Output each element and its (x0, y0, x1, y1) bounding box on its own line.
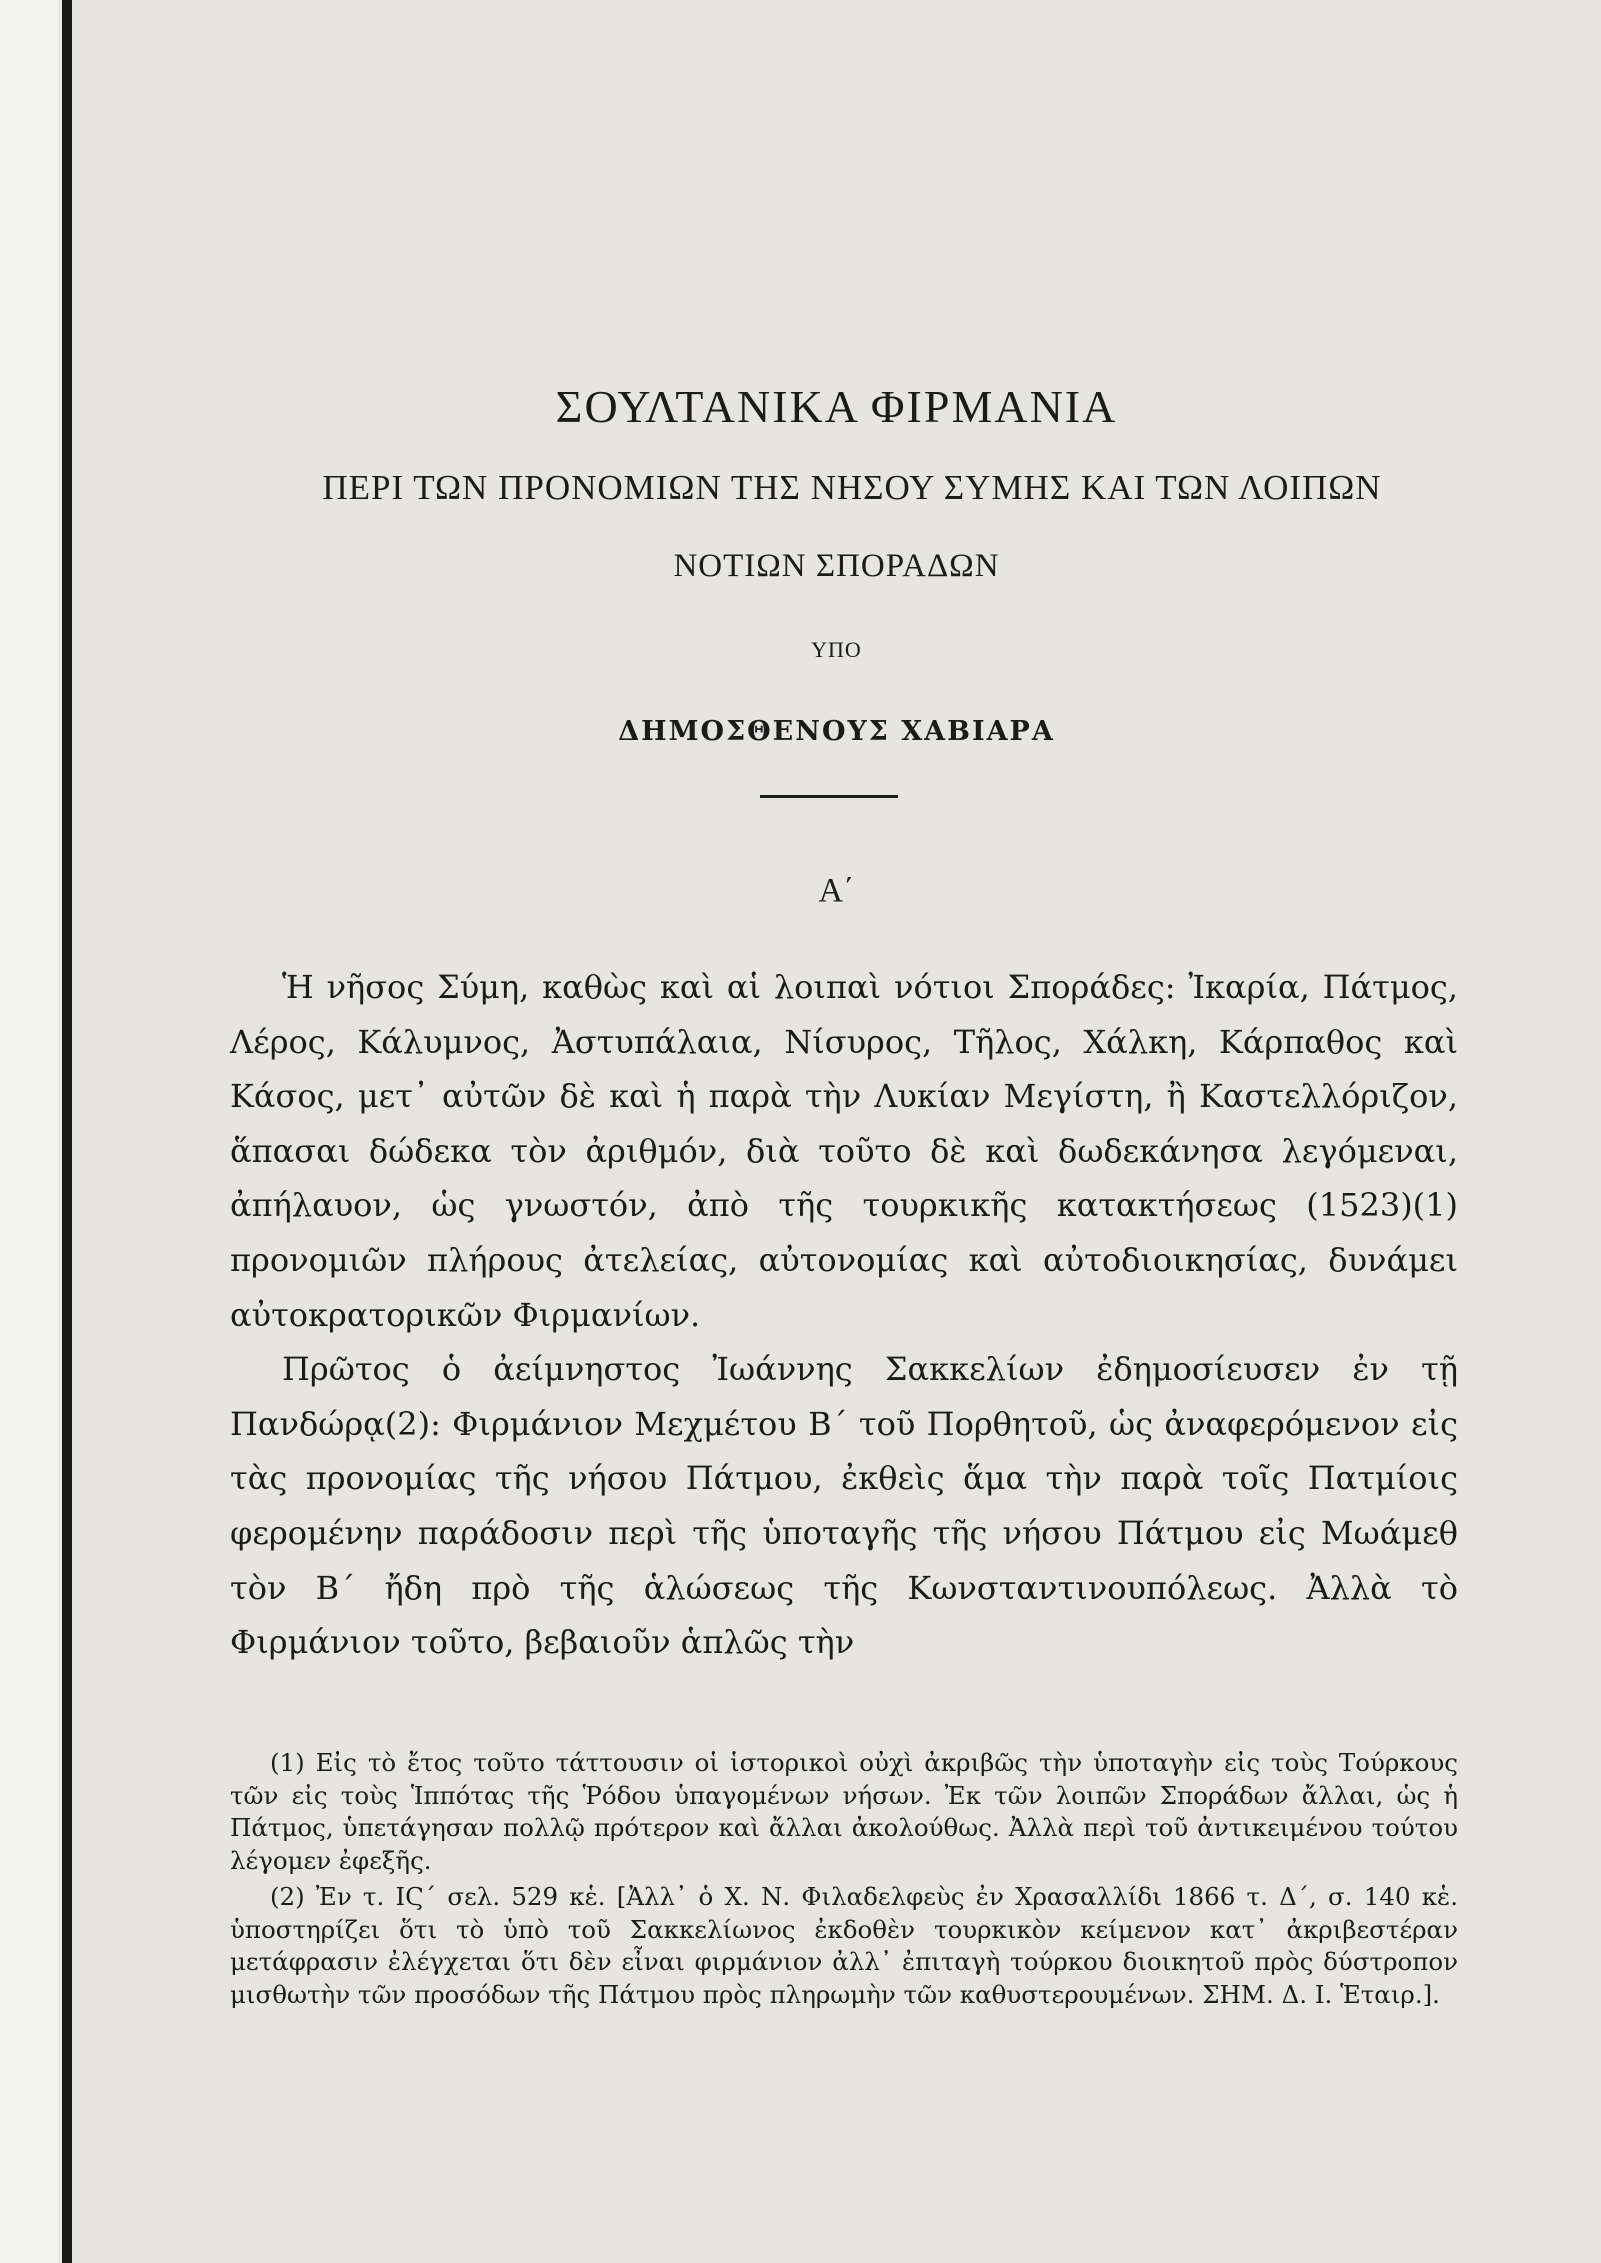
footnote: (2) Ἐν τ. ΙϚ΄ σελ. 529 κἑ. [Ἀλλ᾿ ὁ Χ. Ν. Φιλαδελφεὺς ἐν Χρασαλλίδι 1866 τ. Δ΄, σ. 140 κἑ. ὑποστηρίζει ὅτι τὸ ὑπὸ τοῦ Σακκελίωνος ἐκδοθὲν τουρκικὸν κείμενον κατ᾿ ἀκριβεστέραν μετάφρασιν ἐλέγχεται ὅτι δὲν εἶναι φιρμάνιον ἀλλ᾿ ἐπιταγὴ τούρκου διοικητοῦ πρὸς δύστροπον μισθωτὴν τῶν προσόδων τῆς Πάτμου πρὸς πληρωμὴν τῶν καθυστερουμένων. ΣΗΜ. Δ. Ι. Ἑταιρ.]. (230, 1882, 1458, 2009)
subtitle-line-2: ΝΟΤΙΩΝ ΣΠΟΡΑΔΩΝ (673, 548, 1000, 584)
page-margin (0, 0, 58, 2263)
body-text (230, 960, 1458, 1670)
footnotes (230, 1747, 1458, 2011)
paragraph: Ἡ νῆσος Σύμη, καθὼς καὶ αἱ λοιπαὶ νότιοι Σποράδες: Ἰκαρία, Πάτμος, Λέρος, Κάλυμνος, Ἀστυπάλαια, Νίσυρος, Τῆλος, Χάλκη, Κάρπαθος καὶ Κάσος, μετ᾿ αὐτῶν δὲ καὶ ἡ παρὰ τὴν Λυκίαν Μεγίστη, ἢ Καστελλόριζον, ἅπασαι δώδεκα τὸν ἀριθμόν, διὰ τοῦτο δὲ καὶ δωδεκάνησα λεγόμεναι, ἀπήλαυον, ὡς γνωστόν, ἀπὸ τῆς τουρκικῆς κατακτήσεως (1523)(1) προνομιῶν πλήρους ἀτελείας, αὐτονομίας καὶ αὐτοδιοικησίας, δυνάμει αὐτοκρατορικῶν Φιρμανίων. (230, 968, 1458, 1334)
book-page (72, 0, 1601, 2263)
section-heading: Α΄ (818, 872, 855, 909)
document-title: ΣΟΥΛΤΑΝΙΚΑ ΦΙΡΜΑΝΙΑ (555, 381, 1118, 432)
byline-label: ΥΠΟ (811, 637, 862, 662)
author-name: ΔΗΜΟΣΘΕΝΟΥΣ ΧΑΒΙΑΡΑ (618, 716, 1055, 747)
title-rule (760, 795, 898, 798)
footnote: (1) Εἰς τὸ ἔτος τοῦτο τάττουσιν οἱ ἱστορικοὶ οὐχὶ ἀκριβῶς τὴν ὑποταγὴν εἰς τοὺς Τούρκους τῶν εἰς τοὺς Ἱππότας τῆς Ῥόδου ὑπαγομένων νήσων. Ἐκ τῶν λοιπῶν Σποράδων ἄλλαι, ὡς ἡ Πάτμος, ὑπετάγησαν πολλῷ πρότερον καὶ ἄλλαι ἀκολούθως. Ἀλλὰ περὶ τοῦ ἀντικειμένου τούτου λέγομεν ἐφεξῆς. (230, 1748, 1458, 1875)
binding-edge (62, 0, 72, 2263)
paragraph: Πρῶτος ὁ ἀείμνηστος Ἰωάννης Σακκελίων ἐδημοσίευσεν ἐν τῇ Πανδώρᾳ(2): Φιρμάνιον Μεχμέτου Β΄ τοῦ Πορθητοῦ, ὡς ἀναφερόμενον εἰς τὰς προνομίας τῆς νήσου Πάτμου, ἐκθεὶς ἅμα τὴν παρὰ τοῖς Πατμίοις φερομένην παράδοσιν περὶ τῆς ὑποταγῆς τῆς νήσου Πάτμου εἰς Μωάμεθ τὸν Β΄ ἤδη πρὸ τῆς ἁλώσεως τῆς Κωνσταντινουπόλεως. Ἀλλὰ τὸ Φιρμάνιον τοῦτο, βεβαιοῦν ἁπλῶς τὴν (230, 1350, 1458, 1662)
subtitle-line-1: ΠΕΡΙ ΤΩΝ ΠΡΟΝΟΜΙΩΝ ΤΗΣ ΝΗΣΟΥ ΣΥΜΗΣ ΚΑΙ ΤΩΝ ΛΟΙΠΩΝ (322, 468, 1382, 507)
